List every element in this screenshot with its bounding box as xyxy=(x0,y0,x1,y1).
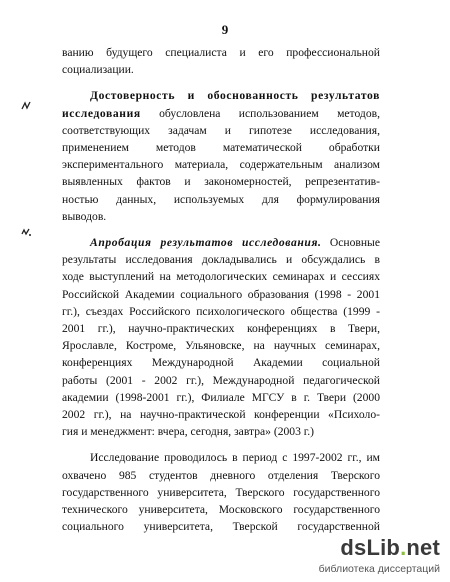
text-line: работы (2001 - 2002 гг.), Международной педагогической xyxy=(62,373,380,387)
text-line xyxy=(62,105,380,122)
text-line: государственного университета, Тверского государственного xyxy=(62,485,380,499)
text-line: конференциях Международной Академии социальной xyxy=(62,356,380,370)
text-line: результаты исследования докладывались и обсуждались в xyxy=(62,253,380,267)
text-line: Российской Академии социального образования (1998 - 2001 xyxy=(62,287,380,301)
watermark-caption: библиотека диссертаций xyxy=(318,563,440,575)
logo-main-text: dsLib xyxy=(340,535,401,560)
dslib-watermark xyxy=(320,535,442,579)
page-number: 9 xyxy=(221,22,229,37)
text-line: ностью данных, используемых для формулирования xyxy=(62,192,380,206)
text-line: социализации. xyxy=(62,63,134,77)
text-line: ходе выступлений на методологических семинарах и сессиях xyxy=(62,270,380,284)
text-line: академии (1998-2001 гг.), Филиале МГСУ в г. Твери (2000 xyxy=(62,390,380,404)
text-line: Ярославле, Костроме, Ульяновске, на научных семинарах, xyxy=(62,339,380,353)
document-body xyxy=(62,44,380,535)
text-line: социального университета, Тверской государственной xyxy=(62,520,380,534)
text-line: соответствующих задачам и гипотезе исследования, xyxy=(62,123,380,137)
margin-mark-icon xyxy=(20,100,32,112)
text-line: гг.), съездах Российского психологического общества (1999 - xyxy=(62,304,380,318)
text-line: технического университета, Московского государственного xyxy=(62,503,380,517)
margin-mark-icon xyxy=(20,226,32,238)
text-line: выявленных фактов и закономерностей, репрезентатив- xyxy=(62,175,380,189)
text-line xyxy=(62,87,380,104)
text-fragment: Основные xyxy=(321,236,380,250)
text-line: гия и менеджмент: вчера, сегодня, завтра» (2003 г.) xyxy=(62,425,315,439)
text-line: применением методов математической обработки xyxy=(62,141,380,155)
text-line: выводов. xyxy=(62,209,107,223)
text-line: ванию будущего специалиста и его профессиональной xyxy=(62,46,380,59)
section-heading: исследования xyxy=(62,106,141,120)
section-heading: Апробация результатов исследования. xyxy=(90,236,322,250)
dslib-logo xyxy=(340,535,440,561)
text-line: Исследование проводилось в период с 1997-2002 гг., им xyxy=(90,451,380,465)
section-heading: Достоверность и обоснованность результатов xyxy=(90,89,380,103)
text-line: экспериментального материала, содержательным анализом xyxy=(62,158,380,172)
text-line: охвачено 985 студентов дневного отделения Тверского xyxy=(62,468,380,482)
text-line: 2001 гг.), научно-практических конференциях в Твери, xyxy=(62,322,380,336)
logo-dot: . xyxy=(400,535,407,560)
logo-tld-text: net xyxy=(406,535,440,560)
text-fragment: обусловлена использованием методов, xyxy=(140,106,380,120)
text-line xyxy=(62,234,380,251)
text-line: 2002 гг.), на научно-практической конференции «Психоло- xyxy=(62,408,380,422)
